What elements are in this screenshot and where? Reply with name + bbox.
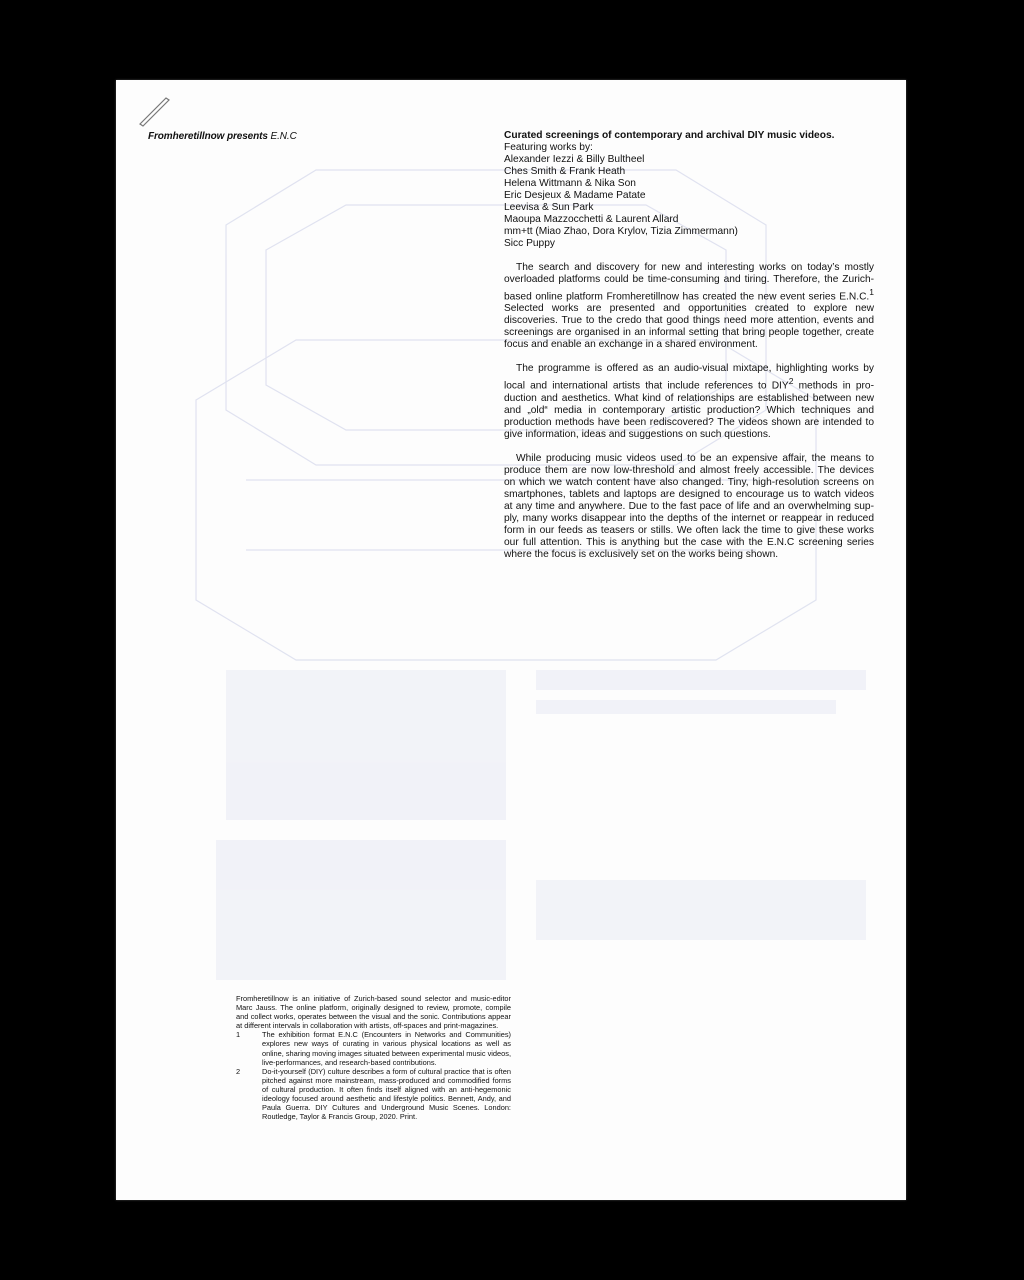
work-item: Maoupa Mazzocchetti & Laurent Allard bbox=[504, 214, 679, 225]
paragraph-discovery bbox=[504, 262, 874, 351]
footnote-text: The exhibition format E.N.C (Encounters in Networks and Communities) explores new ways of curating in various physical locations as well as online, sharing moving images situated between experimental music videos, live-performances, and research-based contributions. bbox=[262, 1030, 511, 1067]
work-item: Helena Wittmann & Nika Son bbox=[504, 178, 636, 189]
about-text: Fromheretillnow is an initiative of Zurich-based sound selector and music-editor Marc Jauss. The online platform, originally designed to review, promote, compile and collect works, operates between the visual and the sonic. Contributions appear at different intervals in collaboration with artists, off-spaces and print-magazines. bbox=[236, 994, 511, 1031]
work-item: Eric Desjeux & Madame Patate bbox=[504, 190, 646, 201]
work-item: Leevisa & Sun Park bbox=[504, 202, 594, 213]
poster-sheet bbox=[116, 80, 906, 1200]
footnote-number: 2 bbox=[236, 1066, 241, 1076]
lead-line: Curated screenings of contemporary and archival DIY music videos. bbox=[504, 130, 835, 141]
work-item: Ches Smith & Frank Heath bbox=[504, 166, 626, 177]
footnotes-block bbox=[236, 994, 511, 1121]
staple-icon bbox=[136, 94, 176, 134]
paragraph-discovery-text-b: Selected works are presented and opportunities created to explore new discoveries. True to the credo that good things need more attention, events and screenings are organised in an informal setting that bring people together, create focus and enable an exchange in a shared environment. bbox=[504, 303, 874, 351]
footnote-ref-1: 1 bbox=[869, 287, 874, 297]
footnote-2 bbox=[236, 1067, 511, 1122]
paragraph-programme-text-a: The programme is offered as an audio-visual mixtape, highlighting works by local and international artists that include references to DIY bbox=[504, 363, 874, 392]
paragraph-programme-text-b: methods in production and aesthetics. What kind of relationships are established between new and „old“ media in contemporary artistic production? Which techniques and production methods have been rediscovered? The videos shown are intended to give information, ideas and suggestions on such questions. bbox=[504, 380, 874, 440]
footnote-text: Do-it-yourself (DIY) culture describes a form of cultural practice that is often pitched against more mainstream, mass-produced and commodified forms of cultural production. It often finds itself aligned with an anti-hegemonic ideology focused around aesthetic and lifestyle politics. Bennett, Andy, and Paula Guerra. DIY Cultures and Underground Music Scenes. London: Routledge, Taylor & Francis Group, 2020. Print. bbox=[262, 1066, 511, 1122]
work-item: mm+tt (Miao Zhao, Dora Krylov, Tizia Zimmermann) bbox=[504, 226, 738, 237]
header-series-name: E.N.C bbox=[270, 131, 297, 142]
header-title bbox=[148, 131, 297, 142]
footnote-ref-2: 2 bbox=[788, 376, 794, 387]
header-title-text: Fromheretillnow presents bbox=[148, 131, 268, 142]
footnote-1 bbox=[236, 1030, 511, 1066]
main-text-column bbox=[504, 130, 874, 561]
work-item: Alexander Iezzi & Billy Bultheel bbox=[504, 154, 645, 165]
paragraph-programme bbox=[504, 363, 874, 440]
work-item: Sicc Puppy bbox=[504, 238, 555, 249]
featuring-label: Featuring works by: bbox=[504, 142, 593, 153]
paragraph-discovery-text-a: The search and discovery for new and interesting works on today’s mostly overloaded platforms could be time-consuming and tiring. Therefore, the Zurich-based online platform Fromheretillnow has created the new event series E.N.C. bbox=[504, 262, 874, 303]
paragraph-production: While producing music videos used to be an expensive affair, the means to produce them are now low-threshold and almost freely accessible. The devices on which we watch content have also changed. Tiny, high-resolution screens on smartphones, tablets and laptops are designed to encourage us to watch videos at any time and anywhere. Due to the fast pace of life and an overwhelming supply, many works disappear into the depths of the internet or reappear in reduced form in our feeds as teasers or stills. We often lack the time to give these works our full attention. This is anything but the case with the E.N.C screening series where the focus is exclusively set on the works being shown. bbox=[504, 452, 874, 560]
featured-works-list bbox=[504, 154, 874, 250]
footnote-number: 1 bbox=[236, 1030, 241, 1040]
